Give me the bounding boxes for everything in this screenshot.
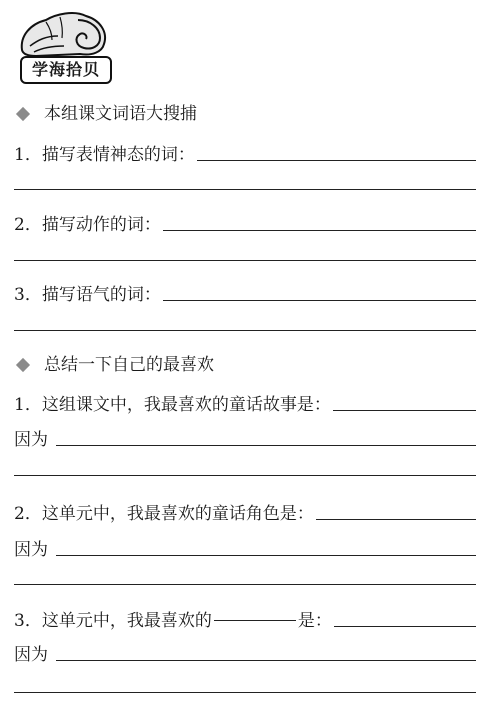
section-heading-word-hunt — [14, 103, 197, 125]
question-row — [14, 282, 476, 306]
question-label — [14, 610, 332, 632]
reason-label: 因为 — [14, 430, 48, 450]
conch-shell-icon — [16, 6, 112, 62]
question-label: 2．这单元中，我最喜欢的童话角色是： — [14, 504, 314, 524]
diamond-bullet-icon — [16, 106, 30, 120]
reason-blank[interactable] — [56, 659, 476, 661]
answer-blank[interactable] — [163, 299, 476, 301]
reason-label: 因为 — [14, 645, 48, 665]
section-heading-favorites — [14, 354, 214, 376]
answer-blank[interactable] — [316, 518, 476, 520]
reason-row — [14, 642, 476, 666]
answer-line[interactable] — [14, 330, 476, 331]
question-row — [14, 608, 476, 632]
question-label-after: 是： — [297, 611, 332, 631]
reason-row — [14, 427, 476, 451]
answer-blank[interactable] — [333, 409, 476, 411]
reason-label: 因为 — [14, 540, 48, 560]
answer-line[interactable] — [14, 260, 476, 261]
answer-blank[interactable] — [163, 229, 476, 231]
section-heading-text: 总结一下自己的最喜欢 — [44, 355, 214, 375]
section-heading-text: 本组课文词语大搜捕 — [44, 104, 197, 124]
question-label: 1．描写表情神态的词： — [14, 145, 195, 165]
diamond-bullet-icon — [16, 357, 30, 371]
inline-answer-blank[interactable] — [214, 619, 296, 621]
question-row — [14, 392, 476, 416]
question-label: 3．描写语气的词： — [14, 285, 161, 305]
reason-row — [14, 537, 476, 561]
answer-line[interactable] — [14, 189, 476, 190]
reason-blank[interactable] — [56, 444, 476, 446]
question-row — [14, 142, 476, 166]
answer-line[interactable] — [14, 584, 476, 585]
question-row — [14, 501, 476, 525]
reason-blank[interactable] — [56, 554, 476, 556]
answer-line[interactable] — [14, 475, 476, 476]
question-row — [14, 212, 476, 236]
answer-line[interactable] — [14, 692, 476, 693]
logo-title: 学海拾贝 — [20, 56, 112, 84]
question-label-before: 3．这单元中，我最喜欢的 — [14, 611, 212, 631]
answer-blank[interactable] — [334, 625, 476, 627]
question-label: 1．这组课文中，我最喜欢的童话故事是： — [14, 395, 331, 415]
section-logo — [16, 6, 112, 82]
question-label: 2．描写动作的词： — [14, 215, 161, 235]
answer-blank[interactable] — [197, 159, 476, 161]
